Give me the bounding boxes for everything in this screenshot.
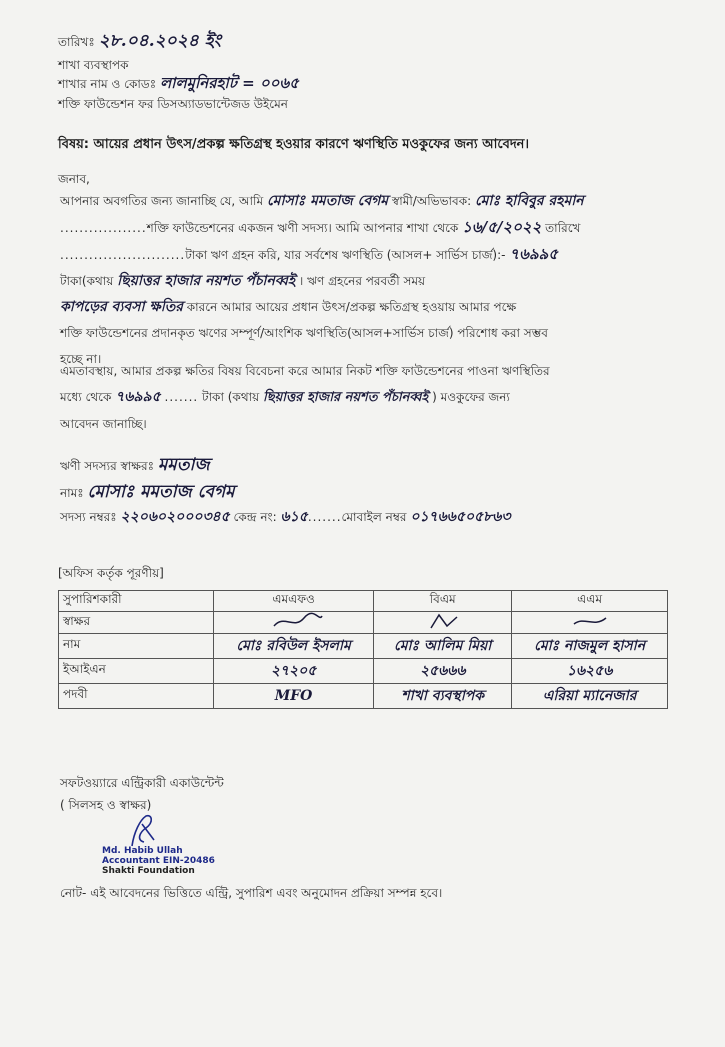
- table-row: [59, 684, 668, 709]
- table-header-row: [59, 591, 668, 612]
- member-number-label: সদস্য নম্বরঃ: [60, 510, 117, 524]
- accountant-seal-note: ( সিলসহ ও স্বাক্ষর): [60, 798, 152, 812]
- accountant-title: সফটওয়্যারে এন্ট্রিকারী একাউন্টেন্ট: [60, 776, 224, 790]
- row-label: স্বাক্ষর: [59, 612, 214, 634]
- stamp-name: Md. Habib Ullah: [102, 846, 183, 856]
- table-cell: ১৬২৫৬: [566, 663, 613, 679]
- table-cell: MFO: [274, 688, 313, 704]
- table-header-cell: এমএফও: [214, 591, 374, 612]
- table-cell: মোঃ আলিম মিয়া: [394, 638, 492, 654]
- member-name-row: [60, 482, 235, 502]
- table-cell: এরিয়া ম্যানেজার: [542, 688, 637, 704]
- loan-date: ১৬/৫/২০২২: [462, 218, 542, 236]
- accountant-stamp: [102, 846, 215, 876]
- center-number: ৬১৫: [280, 509, 308, 525]
- signature-mark: [214, 612, 374, 634]
- mobile-number: ০১৭৬৬৫০৫৮৬৩: [410, 509, 511, 525]
- table-header-cell: এএম: [512, 591, 668, 612]
- loss-reason: কাপড়ের ব্যবসা ক্ষতির: [60, 299, 183, 315]
- para1-text-9: শক্তি ফাউন্ডেশনের প্রদানকৃত ঋণের সম্পূর্ণ/আংশিক ঋণস্থিতি(আসল+সার্ভিস চার্জ) পরিশোধ করা সম্ভব: [60, 326, 548, 340]
- branch-value: লালমুনিরহাট = ০০৬৫: [159, 74, 299, 92]
- signature-mark: [374, 612, 512, 634]
- table-cell: মোঃ নাজমুল হাসান: [534, 638, 646, 654]
- center-label: কেন্দ্র নং:: [233, 510, 277, 524]
- waiver-amount: ৭৬৯৯৫: [115, 389, 161, 405]
- organization-line: শক্তি ফাউন্ডেশন ফর ডিসঅ্যাডভান্টেজড উইমেন: [58, 97, 288, 111]
- member-signature-label: ঋণী সদস্যর স্বাক্ষরঃ: [60, 459, 154, 473]
- para1-text-10: হচ্ছে না।: [60, 352, 102, 366]
- mobile-label: মোবাইল নম্বর: [341, 510, 407, 524]
- table-row: [59, 634, 668, 659]
- para2-text-5: আবেদন জানাচ্ছি।: [60, 417, 147, 431]
- para2-text-2: মধ্যে থেকে: [60, 390, 112, 404]
- stamp-role: Accountant EIN-20486: [102, 856, 215, 866]
- row-label: পদবী: [59, 684, 214, 709]
- member-number-row: সদস্য নম্বরঃ ২২০৬০২০০০৩৪৫ কেন্দ্র নং: ৬১৫.......মোবাইল নম্বর ০১৭৬৬৫০৫৮৬৩: [60, 509, 511, 525]
- para1-text-5: টাকা ঋণ গ্রহন করি, যার সর্বশেষ ঋণস্থিতি (আসল+ সার্ভিস চার্জ):-: [185, 248, 506, 262]
- date-label: তারিখঃ: [58, 35, 95, 49]
- footer-note: নোট- এই আবেদনের ভিত্তিতে এন্ট্রি, সুপারিশ এবং অনুমোদন প্রক্রিয়া সম্পন্ন হবে।: [60, 886, 443, 900]
- para1-text-8: কারনে আমার আয়ের প্রধান উৎস/প্রকল্প ক্ষতিগ্রস্থ হওয়ায় আমার পক্ষে: [186, 300, 517, 314]
- member-signature-row: [60, 455, 210, 475]
- member-signature: মমতাজ: [157, 455, 210, 475]
- branch-row: [58, 76, 299, 91]
- recipient-line: শাখা ব্যবস্থাপক: [58, 58, 129, 72]
- para1-text-1: আপনার অবগতির জন্য জানাচ্ছি যে, আমি: [60, 194, 264, 208]
- borrower-name: মোসাঃ মমতাজ বেগম: [266, 193, 389, 209]
- recommendation-table: [58, 590, 668, 709]
- para1-text-4: তারিখে: [545, 221, 581, 235]
- waiver-in-words: ছিয়াত্তর হাজার নয়শত পঁচানব্বই: [262, 390, 429, 405]
- paragraph-1: আপনার অবগতির জন্য জানাচ্ছি যে, আমি মোসাঃ মমতাজ বেগম স্বামী/অভিভাবক: মোঃ হাবিবুর রহমান ..................শক্তি ফাউন্ডেশনের একজন ঋণী সদস্য। আমি আপনার শাখা থেকে ১৬/৫/২০২২ তারিখে ..........................টাকা ঋণ গ্রহন করি, যার সর্বশেষ ঋণস্থিতি (আসল+ সার্ভিস চার্জ):- ৭৬৯৯৫ টাকা(কথায় ছিয়াত্তর হাজার নয়শত পঁচানব্বই । ঋণ গ্রহনের পরবর্তী সময় কাপড়ের ব্যবসা ক্ষতির কারনে আমার আয়ের প্রধান উৎস/প্রকল্প ক্ষতিগ্রস্থ হওয়ায় আমার পক্ষে শক্তি ফাউন্ডেশনের প্রদানকৃত ঋণের সম্পূর্ণ/আংশিক ঋণস্থিতি(আসল+সার্ভিস চার্জ) পরিশোধ করা সম্ভব হচ্ছে না।: [60, 193, 584, 366]
- stamp-organization: Shakti Foundation: [102, 866, 195, 876]
- member-name: মোসাঃ মমতাজ বেগম: [87, 482, 235, 502]
- table-cell: শাখা ব্যবস্থাপক: [401, 688, 485, 704]
- table-cell: ২৭২০৫: [270, 663, 317, 679]
- row-label: ইআইএন: [59, 659, 214, 684]
- date-value: ২৮.০৪.২০২৪ ইং: [98, 31, 221, 51]
- table-row: [59, 612, 668, 634]
- outstanding-amount: ৭৬৯৯৫: [509, 245, 559, 263]
- para1-text-6: টাকা(কথায়: [60, 274, 114, 288]
- table-header-cell: সুপারিশকারী: [59, 591, 214, 612]
- signature-mark: [512, 612, 668, 634]
- para2-text-3: টাকা (কথায়: [202, 390, 260, 404]
- row-label: নাম: [59, 634, 214, 659]
- para1-text-3: শক্তি ফাউন্ডেশনের একজন ঋণী সদস্য। আমি আপনার শাখা থেকে: [146, 221, 459, 235]
- table-cell: ২৫৬৬৬: [419, 663, 466, 679]
- member-number: ২২০৬০২০০০৩৪৫: [120, 509, 230, 525]
- para1-text-7: । ঋণ গ্রহনের পরবর্তী সময়: [298, 274, 426, 288]
- date-row: [58, 31, 221, 51]
- branch-label: শাখার নাম ও কোডঃ: [58, 77, 157, 91]
- para1-text-2: স্বামী/অভিভাবক:: [391, 194, 472, 208]
- salutation: জনাব,: [58, 172, 90, 186]
- guardian-name: মোঃ হাবিবুর রহমান: [474, 193, 584, 209]
- para2-text-4: ) মওকুফের জন্য: [432, 390, 510, 404]
- subject-line: বিষয়: আয়ের প্রধান উৎস/প্রকল্প ক্ষতিগ্রস্থ হওয়ার কারণে ঋণস্থিতি মওকুফের জন্য আবেদন।: [58, 137, 530, 152]
- office-use-title: [অফিস কর্তৃক পূরণীয়]: [58, 566, 164, 580]
- table-cell: মোঃ রবিউল ইসলাম: [236, 638, 351, 654]
- outstanding-in-words: ছিয়াত্তর হাজার নয়শত পঁচানব্বই: [117, 273, 296, 289]
- table-row: [59, 659, 668, 684]
- paragraph-2: এমতাবস্থায়, আমার প্রকল্প ক্ষতির বিষয় বিবেচনা করে আমার নিকট শক্তি ফাউন্ডেশনের পাওনা ঋণস্থিতির মধ্যে থেকে ৭৬৯৯৫ ....... টাকা (কথায় ছিয়াত্তর হাজার নয়শত পঁচানব্বই ) মওকুফের জন্য আবেদন জানাচ্ছি।: [60, 364, 550, 431]
- para2-text-1: এমতাবস্থায়, আমার প্রকল্প ক্ষতির বিষয় বিবেচনা করে আমার নিকট শক্তি ফাউন্ডেশনের পাওনা ঋণস্থিতির: [60, 364, 550, 378]
- table-header-cell: বিএম: [374, 591, 512, 612]
- member-name-label: নামঃ: [60, 486, 84, 500]
